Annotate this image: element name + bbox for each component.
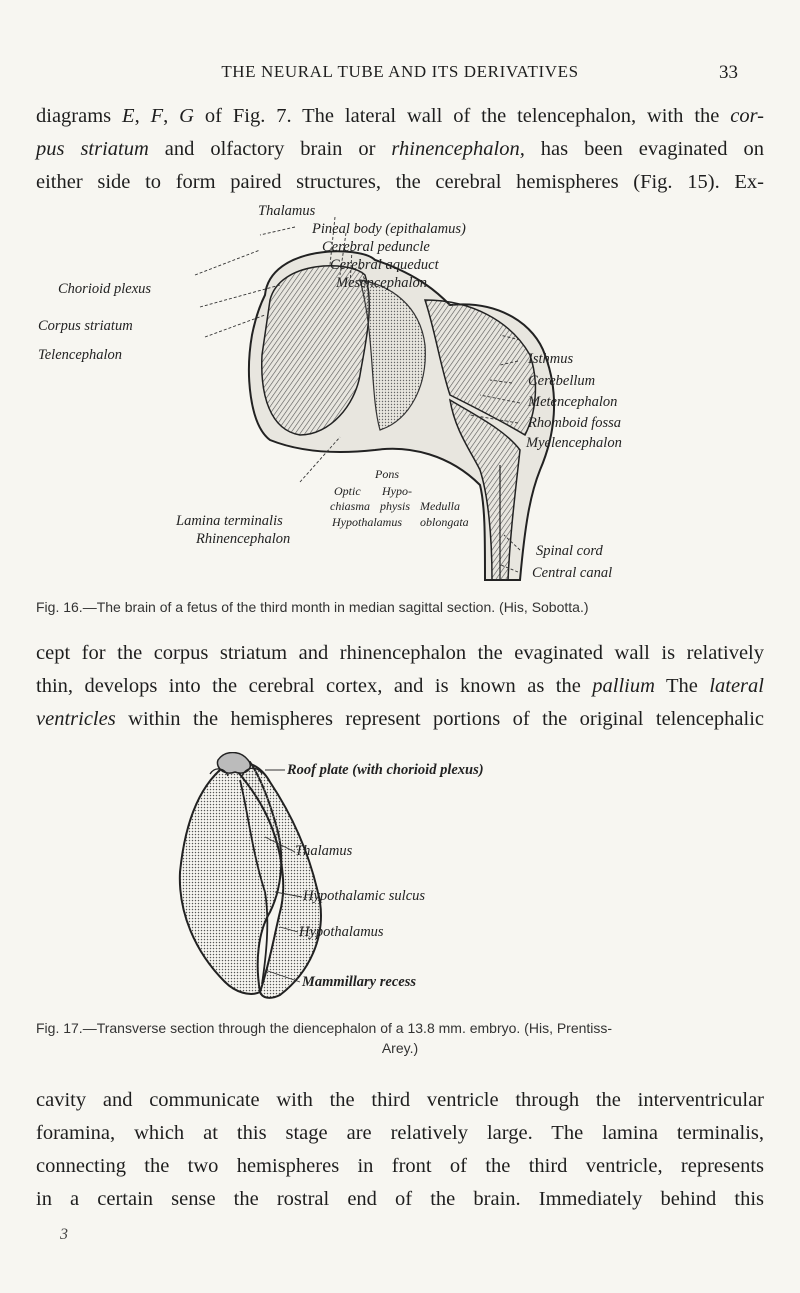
paragraph-1 [36, 100, 764, 199]
label-mammillary-recess: Mammillary recess [302, 974, 416, 990]
label-lamina-terminalis: Lamina terminalis [176, 513, 283, 529]
label-telencephalon: Telencephalon [38, 347, 123, 363]
label-chiasma: chiasma [330, 499, 370, 513]
label-oblongata: oblongata [420, 515, 469, 529]
label-rhinencephalon: Rhinencephalon [196, 531, 291, 547]
label-cerebral-aqueduct: Cerebral aqueduct [330, 257, 439, 273]
label-hypothalamus: Hypothalamus [299, 924, 384, 940]
diencephalon-transverse-illustration [170, 752, 590, 1007]
text-line: connecting the two hemispheres in front of the third ventricle, represents [36, 1155, 764, 1177]
text-line: cept for the corpus striatum and rhinencephalon the evaginated wall is relatively [36, 642, 764, 664]
label-cerebral-peduncle: Cerebral peduncle [322, 239, 430, 255]
page-number: 33 [719, 62, 738, 83]
paragraph-2 [36, 637, 764, 736]
running-head [0, 62, 800, 88]
text-line: in a certain sense the rostral end of the brain. Immediately behind this [36, 1188, 764, 1210]
text-line: diagrams E, F, G of Fig. 7. The lateral wall of the telencephalon, with the cor- [36, 105, 765, 127]
label-optic: Optic [334, 484, 361, 498]
caption-line-1: Fig. 17.—Transverse section through the diencephalon of a 13.8 mm. embryo. (His, Prentiss- [36, 1020, 613, 1036]
label-central-canal: Central canal [532, 565, 613, 581]
text-line: pus striatum and olfactory brain or rhinencephalon, has been evaginated on [36, 138, 764, 160]
label-hypo: Hypo- [382, 484, 412, 498]
figure-17 [170, 752, 590, 1007]
label-thalamus: Thalamus [258, 203, 316, 219]
label-rhomboid-fossa: Rhomboid fossa [528, 415, 622, 431]
label-corpus-striatum: Corpus striatum [38, 318, 133, 334]
running-title: THE NEURAL TUBE AND ITS DERIVATIVES [221, 62, 579, 81]
figure-17-caption [36, 1018, 764, 1058]
text-line: foramina, which at this stage are relatively large. The lamina terminalis, [36, 1122, 764, 1144]
label-medulla: Medulla [420, 499, 460, 513]
label-mesencephalon: Mesencephalon [336, 275, 427, 291]
caption-line-2: Arey.) [381, 1040, 419, 1056]
figure-16-caption: Fig. 16.—The brain of a fetus of the third month in median sagittal section. (His, Sobotta.) [36, 599, 589, 615]
label-pons: Pons [375, 467, 399, 481]
text-line: cavity and communicate with the third ventricle through the interventricular [36, 1089, 764, 1111]
signature-mark: 3 [60, 1226, 68, 1243]
label-hypothalamus: Hypothalamus [332, 515, 402, 529]
label-metencephalon: Metencephalon [528, 394, 618, 410]
text-line: thin, develops into the cerebral cortex, and is known as the pallium The lateral [36, 675, 764, 697]
label-hypothalamic-sulcus: Hypothalamic sulcus [303, 888, 426, 904]
label-spinal-cord: Spinal cord [536, 543, 603, 559]
label-cerebellum: Cerebellum [528, 373, 596, 389]
label-chorioid-plexus: Chorioid plexus [58, 281, 152, 297]
label-pineal-body: Pineal body (epithalamus) [312, 221, 466, 237]
label-isthmus: Isthmus [528, 351, 574, 367]
label-physis: physis [380, 499, 410, 513]
text-line: either side to form paired structures, the cerebral hemispheres (Fig. 15). Ex- [36, 171, 764, 193]
paragraph-3 [36, 1084, 764, 1216]
label-roof-plate: Roof plate (with chorioid plexus) [287, 762, 484, 778]
label-thalamus: Thalamus [295, 843, 353, 859]
text-line: ventricles within the hemispheres represent portions of the original telencephalic [36, 708, 764, 730]
figure-16 [30, 205, 770, 590]
label-myelencephalon: Myelencephalon [526, 435, 622, 451]
